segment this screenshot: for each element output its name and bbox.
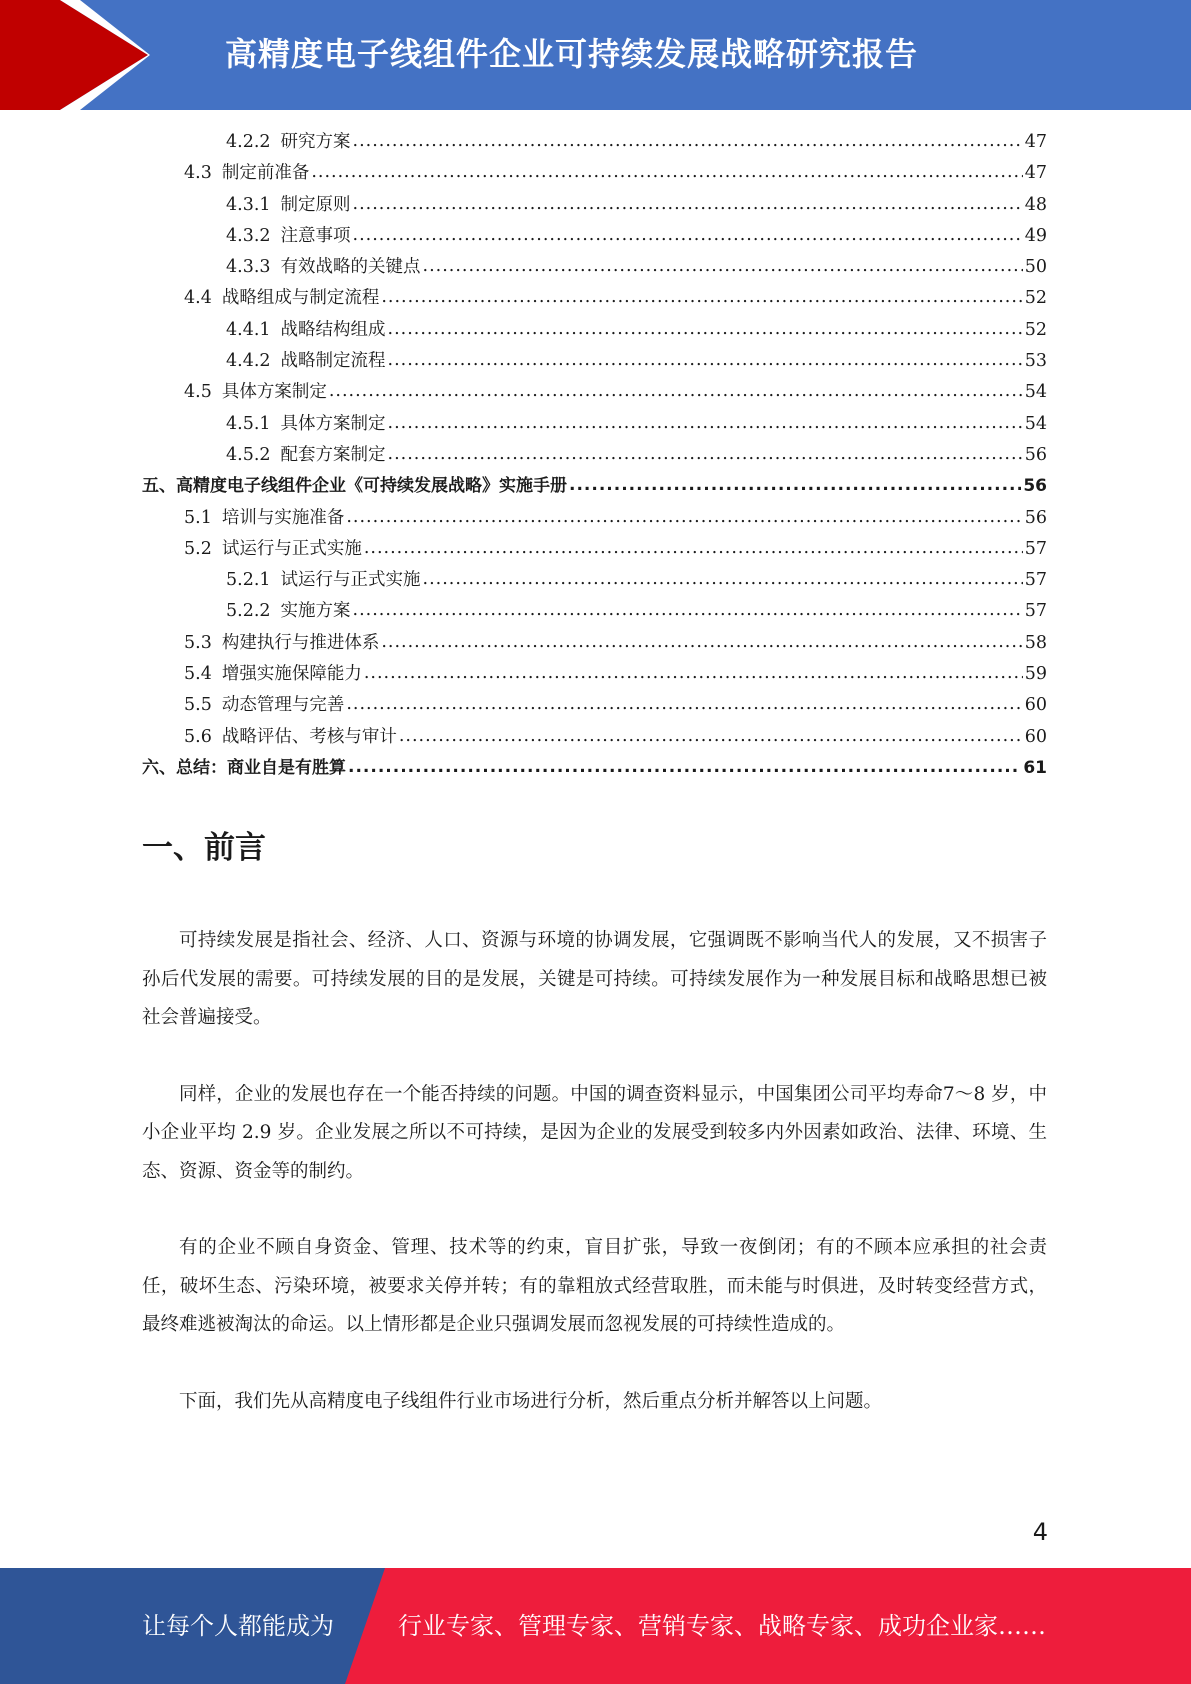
toc-entry[interactable] xyxy=(142,565,1047,596)
toc-entry-number: 4.3 xyxy=(184,163,212,184)
toc-entry-title: 具体方案制定 xyxy=(221,382,327,403)
toc-leader-dots xyxy=(311,157,1022,188)
toc-entry-number: 5.6 xyxy=(184,726,212,747)
toc-leader-dots xyxy=(364,533,1023,564)
toc-leader-dots xyxy=(353,189,1023,220)
toc-entry-number: 4.5.1 xyxy=(226,413,271,434)
paragraph: 有的企业不顾自身资金、管理、技术等的约束，盲目扩张，导致一夜倒闭；有的不顾本应承担的社会责任，破坏生态、污染环境，被要求关停并转；有的靠粗放式经营取胜，而未能与时俱进，及时转变经营方式，最终难逃被淘汰的命运。以上情形都是企业只强调发展而忽视发展的可持续性造成的。 xyxy=(142,1237,1047,1335)
toc-entry[interactable] xyxy=(142,221,1047,252)
toc-entry[interactable] xyxy=(142,534,1047,565)
toc-entry-title: 战略组成与制定流程 xyxy=(221,288,380,309)
toc-entry[interactable] xyxy=(142,596,1047,627)
footer-slogan-right: 行业专家、管理专家、营销专家、战略专家、成功企业家…… xyxy=(398,1612,1046,1640)
toc-entry-title: 战略结构组成 xyxy=(280,319,386,340)
toc-entry-page: 50 xyxy=(1024,257,1047,278)
toc-entry-title: 战略评估、考核与审计 xyxy=(221,726,397,747)
toc-entry-title: 制定原则 xyxy=(280,194,351,215)
toc-leader-dots xyxy=(353,595,1023,626)
toc-entry-title: 配套方案制定 xyxy=(280,444,386,465)
toc-entry[interactable] xyxy=(142,252,1047,283)
section-body xyxy=(142,922,1047,1459)
toc-entry-page: 54 xyxy=(1024,382,1047,403)
toc-entry-page: 52 xyxy=(1024,288,1047,309)
toc-leader-dots xyxy=(388,439,1023,470)
toc-leader-dots xyxy=(569,470,1021,501)
toc-entry[interactable] xyxy=(142,283,1047,314)
toc-entry-page: 57 xyxy=(1024,570,1047,591)
section-heading: 一、前言 xyxy=(142,830,266,866)
toc-entry-number: 4.3.2 xyxy=(226,225,271,246)
toc-entry-page: 57 xyxy=(1024,601,1047,622)
toc-leader-dots xyxy=(388,314,1023,345)
toc-entry-number: 5.2 xyxy=(184,538,212,559)
toc-entry-title: 高精度电子线组件企业《可持续发展战略》实施手册 xyxy=(176,476,567,497)
toc-entry[interactable] xyxy=(142,659,1047,690)
toc-entry-page: 47 xyxy=(1024,132,1047,152)
footer-banner xyxy=(0,1568,1191,1684)
toc-entry[interactable] xyxy=(142,409,1047,440)
table-of-contents xyxy=(142,127,1047,784)
toc-leader-dots xyxy=(381,282,1022,313)
toc-entry[interactable] xyxy=(142,158,1047,189)
toc-entry-title: 战略制定流程 xyxy=(280,351,386,372)
toc-entry-title: 培训与实施准备 xyxy=(221,507,345,528)
paragraph: 可持续发展是指社会、经济、人口、资源与环境的协调发展，它强调既不影响当代人的发展，又不损害子孙后代发展的需要。可持续发展的目的是发展，关键是可持续。可持续发展作为一种发展目标和战略思想已被社会普遍接受。 xyxy=(142,930,1047,1028)
toc-leader-dots xyxy=(346,689,1022,720)
toc-entry-title: 增强实施保障能力 xyxy=(221,664,362,685)
toc-leader-dots xyxy=(381,627,1022,658)
toc-entry-number: 五、 xyxy=(142,476,176,497)
toc-entry[interactable] xyxy=(142,127,1047,158)
toc-entry[interactable] xyxy=(142,628,1047,659)
toc-entry-number: 5.2.2 xyxy=(226,601,271,622)
toc-leader-dots xyxy=(423,251,1023,282)
toc-entry-number: 5.3 xyxy=(184,632,212,653)
toc-entry[interactable] xyxy=(142,690,1047,721)
toc-entry-title: 注意事项 xyxy=(280,225,351,246)
toc-entry-title: 试运行与正式实施 xyxy=(280,570,421,591)
toc-entry-title: 研究方案 xyxy=(280,132,351,152)
toc-entry[interactable] xyxy=(142,377,1047,408)
toc-entry-page: 47 xyxy=(1024,163,1047,184)
toc-leader-dots xyxy=(353,126,1023,157)
toc-leader-dots xyxy=(329,376,1023,407)
toc-entry-number: 六、 xyxy=(142,757,176,778)
toc-entry[interactable] xyxy=(142,503,1047,534)
toc-leader-dots xyxy=(364,658,1023,689)
toc-entry-page: 49 xyxy=(1024,225,1047,246)
toc-entry-number: 5.5 xyxy=(184,695,212,716)
toc-leader-dots xyxy=(388,408,1023,439)
toc-leader-dots xyxy=(423,564,1023,595)
toc-entry-number: 5.1 xyxy=(184,507,212,528)
page-number: 4 xyxy=(1032,1518,1048,1546)
toc-entry-title: 具体方案制定 xyxy=(280,413,386,434)
report-title: 高精度电子线组件企业可持续发展战略研究报告 xyxy=(225,35,919,73)
toc-entry-page: 57 xyxy=(1024,538,1047,559)
toc-entry-title: 实施方案 xyxy=(280,601,351,622)
toc-entry[interactable] xyxy=(142,722,1047,753)
toc-entry-title: 动态管理与完善 xyxy=(221,695,345,716)
toc-entry-page: 56 xyxy=(1024,444,1047,465)
toc-entry-page: 54 xyxy=(1024,413,1047,434)
toc-leader-dots xyxy=(388,345,1023,376)
toc-entry-number: 5.4 xyxy=(184,664,212,685)
toc-entry[interactable] xyxy=(142,346,1047,377)
toc-leader-dots xyxy=(353,220,1023,251)
paragraph: 同样，企业的发展也存在一个能否持续的问题。中国的调查资料显示，中国集团公司平均寿命7～8 岁，中小企业平均 2.9 岁。企业发展之所以不可持续，是因为企业的发展受到较多内外因素如政治、法律、环境、生态、资源、资金等的制约。 xyxy=(142,1083,1047,1182)
toc-entry[interactable] xyxy=(142,440,1047,471)
toc-entry-number: 4.4 xyxy=(184,288,212,309)
toc-entry-page: 53 xyxy=(1024,351,1047,372)
toc-entry-number: 4.4.1 xyxy=(226,319,271,340)
toc-entry-number: 4.3.1 xyxy=(226,194,271,215)
toc-entry-title: 构建执行与推进体系 xyxy=(221,632,380,653)
toc-entry-page: 58 xyxy=(1024,632,1047,653)
toc-entry-page: 56 xyxy=(1023,476,1047,497)
toc-leader-dots xyxy=(346,502,1022,533)
toc-entry-number: 4.2.2 xyxy=(226,132,271,152)
toc-entry-number: 4.3.3 xyxy=(226,257,271,278)
toc-entry-page: 48 xyxy=(1024,194,1047,215)
toc-entry-title: 总结：商业自是有胜算 xyxy=(176,757,346,778)
toc-entry[interactable] xyxy=(142,471,1047,502)
toc-entry-page: 60 xyxy=(1024,726,1047,747)
toc-entry-title: 制定前准备 xyxy=(221,163,310,184)
toc-entry-number: 4.4.2 xyxy=(226,351,271,372)
toc-entry-page: 59 xyxy=(1024,664,1047,685)
toc-entry-title: 有效战略的关键点 xyxy=(280,257,421,278)
toc-leader-dots xyxy=(399,721,1023,752)
paragraph: 下面，我们先从高精度电子线组件行业市场进行分析，然后重点分析并解答以上问题。 xyxy=(179,1390,883,1412)
toc-entry-page: 56 xyxy=(1024,507,1047,528)
header-banner xyxy=(0,0,1191,110)
toc-entry-number: 5.2.1 xyxy=(226,570,271,591)
toc-entry-page: 52 xyxy=(1024,319,1047,340)
toc-entry-page: 61 xyxy=(1023,757,1047,778)
toc-entry[interactable] xyxy=(142,315,1047,346)
toc-entry[interactable] xyxy=(142,753,1047,784)
footer-slogan-left: 让每个人都能成为 xyxy=(142,1612,334,1640)
toc-entry-title: 试运行与正式实施 xyxy=(221,538,362,559)
toc-entry-number: 4.5.2 xyxy=(226,444,271,465)
toc-entry-page: 60 xyxy=(1024,695,1047,716)
toc-entry[interactable] xyxy=(142,190,1047,221)
toc-entry-number: 4.5 xyxy=(184,382,212,403)
toc-leader-dots xyxy=(348,752,1021,783)
